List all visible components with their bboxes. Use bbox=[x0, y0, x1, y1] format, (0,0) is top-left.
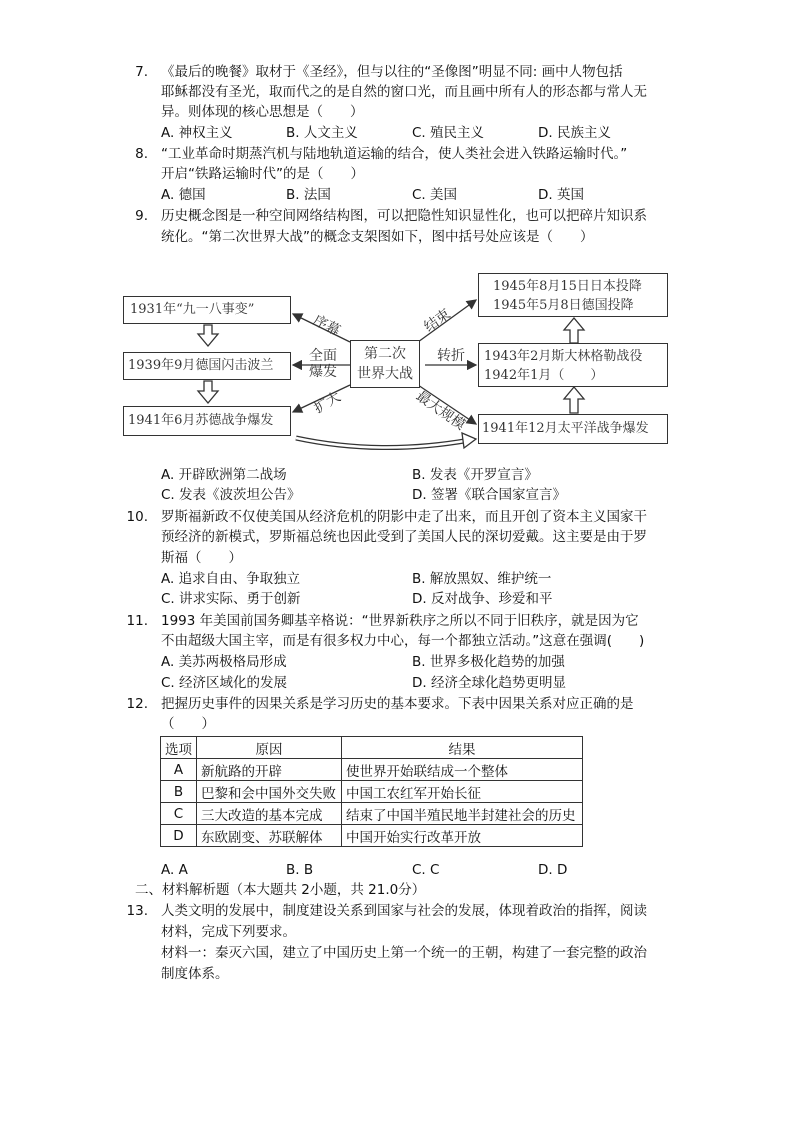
hollow-arrow-up-1 bbox=[564, 318, 584, 343]
question-7-line-1: 《最后的晚餐》取材于《圣经》，但与以往的“圣像图”明显不同: 画中人物包括 bbox=[161, 64, 623, 80]
question-11-option-c: C. 经济区域化的发展 bbox=[161, 675, 288, 691]
box-pacific-war: 1941年12月太平洋战争爆发 bbox=[478, 414, 668, 444]
table-header-row bbox=[161, 737, 583, 759]
box-1931-incident: 1931年“九一八事变” bbox=[123, 296, 291, 324]
question-13-line-4: 制度体系。 bbox=[161, 966, 229, 982]
table-cell-cause: 新航路的开辟 bbox=[197, 759, 342, 781]
question-7-line-3: 异。则体现的核心思想是（ ） bbox=[161, 104, 364, 120]
cause-effect-table bbox=[160, 736, 583, 847]
surrender-germany: 1945年5月8日德国投降 bbox=[493, 298, 634, 313]
question-11-option-a: A. 美苏两极格局形成 bbox=[161, 654, 287, 670]
table-cell-cause: 巴黎和会中国外交失败 bbox=[197, 781, 342, 803]
diagram-connectors bbox=[0, 0, 794, 470]
question-10-line-3: 斯福（ ） bbox=[161, 550, 242, 566]
stalingrad-line: 1943年2月斯大林格勒战役 bbox=[484, 349, 643, 364]
question-12-line-2: （ ） bbox=[161, 716, 215, 732]
question-7-number: 7. bbox=[135, 64, 148, 80]
question-13-line-1: 人类文明的发展中，制度建设关系到国家与社会的发展，体现着政治的指挥，阅读 bbox=[161, 903, 647, 919]
question-10-number: 10. bbox=[126, 509, 148, 525]
table-cell-result: 中国开始实行改革开放 bbox=[342, 825, 583, 847]
question-7-option-a: A. 神权主义 bbox=[161, 125, 233, 141]
label-outbreak bbox=[309, 348, 337, 380]
question-13-number: 13. bbox=[126, 903, 148, 919]
question-10-line-1: 罗斯福新政不仅使美国从经济危机的阴影中走了出来，而且开创了资本主义国家干 bbox=[161, 509, 647, 525]
question-11-number: 11. bbox=[126, 613, 148, 629]
table-cell-option: D bbox=[161, 825, 197, 847]
table-row bbox=[161, 759, 583, 781]
question-10-option-c: C. 讲求实际、勇于创新 bbox=[161, 591, 301, 607]
table-cell-option: A bbox=[161, 759, 197, 781]
table-row bbox=[161, 803, 583, 825]
label-prelude: 序幕 bbox=[310, 312, 343, 340]
outbreak-line-1: 全面 bbox=[309, 348, 337, 364]
question-7-option-b: B. 人文主义 bbox=[286, 125, 358, 141]
hollow-arrow-up-2 bbox=[564, 387, 584, 413]
box-1939-poland: 1939年9月德国闪击波兰 bbox=[123, 352, 291, 380]
question-11-line-2: 不由超级大国主宰，而是有很多权力中心，每一个都独立活动。”这意在强调( ) bbox=[161, 633, 645, 649]
table-header-result: 结果 bbox=[342, 737, 583, 759]
table-cell-result: 中国工农红军开始长征 bbox=[342, 781, 583, 803]
label-end: 结束 bbox=[421, 306, 454, 336]
question-7-option-c: C. 殖民主义 bbox=[412, 125, 485, 141]
table-row bbox=[161, 781, 583, 803]
table-cell-option: B bbox=[161, 781, 197, 803]
center-line-2: 世界大战 bbox=[357, 366, 413, 382]
question-10-option-b: B. 解放黑奴、维护统一 bbox=[412, 571, 552, 587]
box-stalingrad bbox=[478, 343, 668, 387]
label-turn: 转折 bbox=[437, 348, 465, 364]
question-12-line-1: 把握历史事件的因果关系是学习历史的基本要求。下表中因果关系对应正确的是 bbox=[161, 696, 634, 712]
label-expand: 扩大 bbox=[311, 388, 344, 417]
question-12-option-d: D. D bbox=[538, 862, 568, 878]
blank-answer-line: 1942年1月（ ） bbox=[484, 368, 604, 383]
question-8-number: 8. bbox=[135, 146, 148, 162]
center-line-1: 第二次 bbox=[364, 346, 406, 362]
outbreak-line-2: 爆发 bbox=[309, 364, 337, 380]
table-header-option: 选项 bbox=[161, 737, 197, 759]
question-9-option-a: A. 开辟欧洲第二战场 bbox=[161, 467, 287, 483]
question-12-option-c: C. C bbox=[412, 862, 440, 878]
hollow-arrow-down-1 bbox=[198, 325, 218, 346]
table-cell-cause: 东欧剧变、苏联解体 bbox=[197, 825, 342, 847]
table-cell-option: C bbox=[161, 803, 197, 825]
question-9-option-b: B. 发表《开罗宣言》 bbox=[412, 467, 538, 483]
question-13-line-2: 材料，完成下列要求。 bbox=[161, 924, 296, 940]
table-cell-cause: 三大改造的基本完成 bbox=[197, 803, 342, 825]
question-9-option-d: D. 签署《联合国家宣言》 bbox=[412, 487, 566, 503]
box-ww2-center bbox=[350, 340, 420, 388]
question-9-line-2: 统化。“第二次世界大战”的概念支架图如下，图中括号处应该是（ ） bbox=[161, 229, 594, 245]
question-11-option-d: D. 经济全球化趋势更明显 bbox=[412, 675, 566, 691]
question-8-option-b: B. 法国 bbox=[286, 187, 331, 203]
question-7-line-2: 耶稣都没有圣光，取而代之的是自然的窗口光，而且画中所有人的形态都与常人无 bbox=[161, 84, 647, 100]
table-cell-result: 使世界开始联结成一个整体 bbox=[342, 759, 583, 781]
question-13-line-3: 材料一：秦灭六国，建立了中国历史上第一个统一的王朝，构建了一套完整的政治 bbox=[161, 945, 647, 961]
question-9-number: 9. bbox=[135, 208, 148, 224]
table-header-cause: 原因 bbox=[197, 737, 342, 759]
question-10-option-d: D. 反对战争、珍爱和平 bbox=[412, 591, 553, 607]
question-10-option-a: A. 追求自由、争取独立 bbox=[161, 571, 301, 587]
question-9-option-c: C. 发表《波茨坦公告》 bbox=[161, 487, 301, 503]
table-row bbox=[161, 825, 583, 847]
question-12-number: 12. bbox=[126, 696, 148, 712]
question-8-line-1: “工业革命时期蒸汽机与陆地轨道运输的结合，使人类社会进入铁路运输时代。” bbox=[161, 146, 628, 162]
question-7-option-d: D. 民族主义 bbox=[538, 125, 611, 141]
question-11-line-1: 1993 年美国前国务卿基辛格说：“世界新秩序之所以不同于旧秩序，就是因为它 bbox=[161, 613, 639, 629]
question-12-option-a: A. A bbox=[161, 862, 188, 878]
table-cell-result: 结束了中国半殖民地半封建社会的历史 bbox=[342, 803, 583, 825]
question-9-line-1: 历史概念图是一种空间网络结构图，可以把隐性知识显性化，也可以把碎片知识系 bbox=[161, 208, 647, 224]
label-largest-scale: 最大规模 bbox=[412, 388, 468, 434]
question-8-option-c: C. 美国 bbox=[412, 187, 458, 203]
question-8-option-d: D. 英国 bbox=[538, 187, 584, 203]
question-8-line-2: 开启“铁路运输时代”的是（ ） bbox=[161, 166, 364, 182]
question-11-option-b: B. 世界多极化趋势的加强 bbox=[412, 654, 565, 670]
surrender-japan: 1945年8月15日日本投降 bbox=[493, 279, 642, 294]
box-1941-soviet-german: 1941年6月苏德战争爆发 bbox=[123, 406, 291, 436]
question-10-line-2: 预经济的新模式，罗斯福总统也因此受到了美国人民的深切爱戴。这主要是由于罗 bbox=[161, 529, 647, 545]
question-12-option-b: B. B bbox=[286, 862, 314, 878]
section-2-title: 二、材料解析题（本大题共 2小题，共 21.0分） bbox=[135, 882, 426, 898]
hollow-arrow-down-2 bbox=[198, 381, 218, 403]
question-8-option-a: A. 德国 bbox=[161, 187, 206, 203]
curved-arrow-head bbox=[462, 433, 476, 448]
box-surrender bbox=[478, 273, 668, 317]
